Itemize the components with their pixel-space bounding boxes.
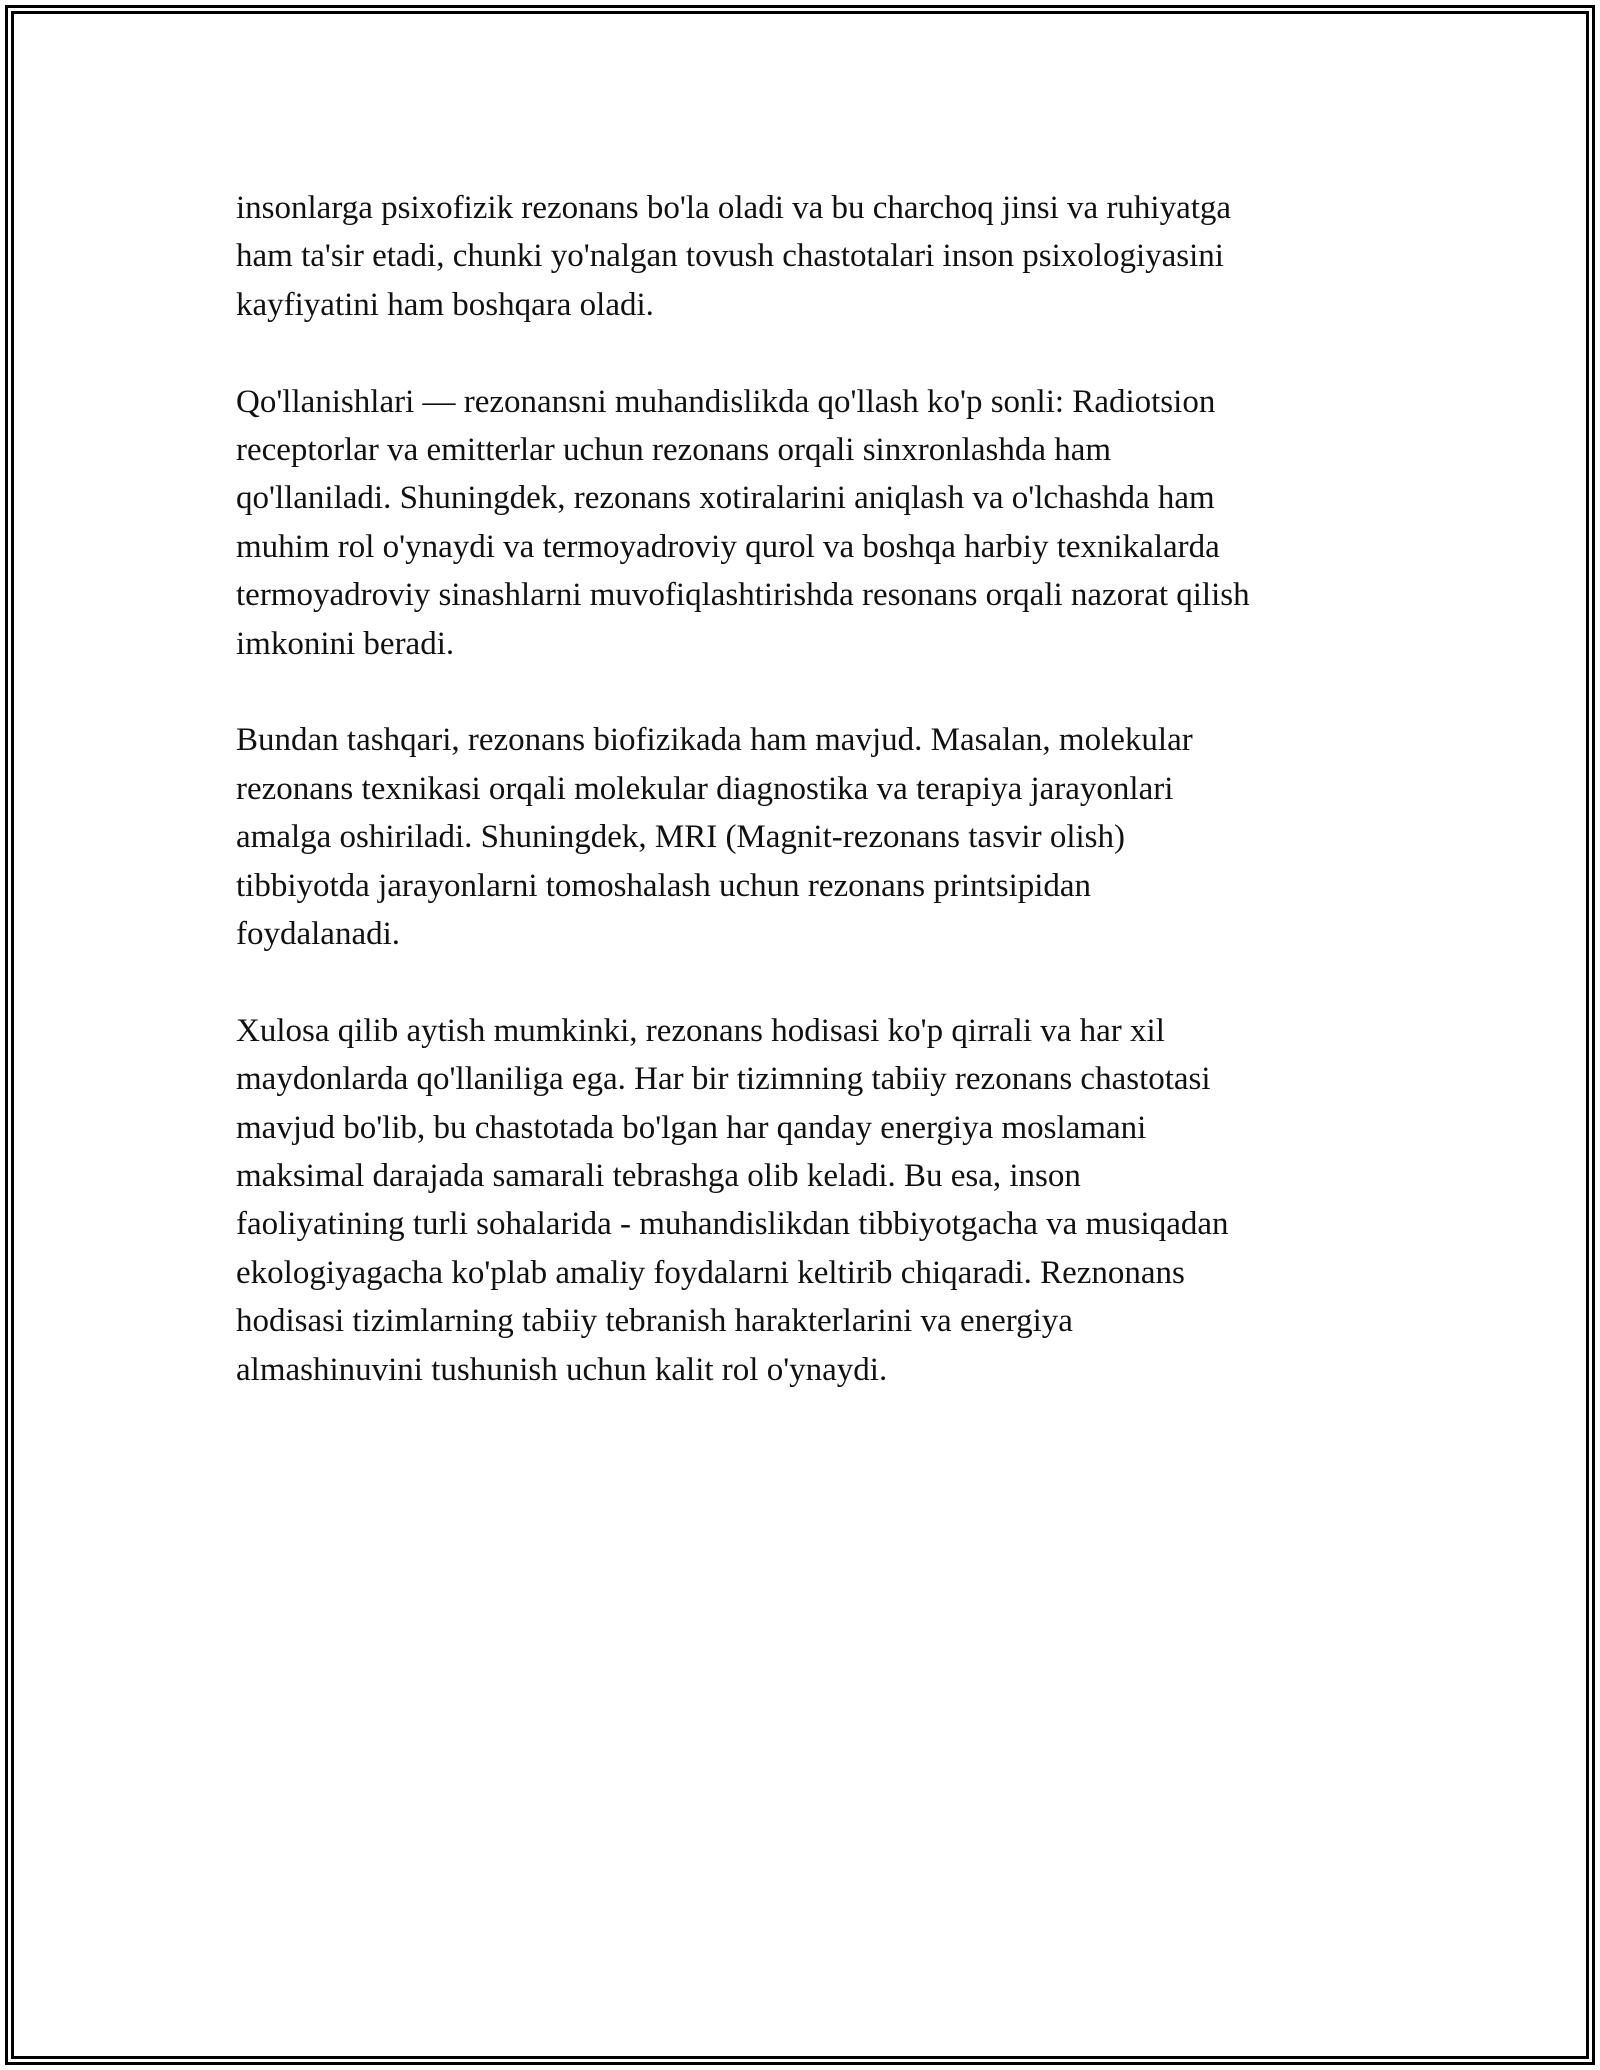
document-body bbox=[236, 184, 1376, 1443]
paragraph-applications: Qo'llanishlari — rezonansni muhandislikda qo'llash ko'p sonli: Radiotsion receptorlar va emitterlar uchun rezonans orqali sinxronlashda ham qo'llaniladi. Shuningdek, rezonans xotiralarini aniqlash va o'lchashda ham muhim rol o'ynaydi va termoyadroviy qurol va boshqa harbiy texnikalarda termoyadroviy sinashlarni muvofiqlashtirishda resonans orqali nazorat qilish imkonini beradi. bbox=[236, 383, 1250, 662]
paragraph-psychophysical-resonance: insonlarga psixofizik rezonans bo'la oladi va bu charchoq jinsi va ruhiyatga ham ta'sir etadi, chunki yo'nalgan tovush chastotalari inson psixologiyasini kayfiyatini ham boshqara oladi. bbox=[236, 190, 1232, 323]
paragraph-conclusion: Xulosa qilib aytish mumkinki, rezonans hodisasi ko'p qirrali va har xil maydonlarda qo'llaniliga ega. Har bir tizimning tabiiy rezonans chastotasi mavjud bo'lib, bu chastotada bo'lgan har qanday energiya moslamani maksimal darajada samarali tebrashga olib keladi. Bu esa, inson faoliyatining turli sohalarida - muhandislikdan tibbiyotgacha va musiqadan ekologiyagacha ko'plab amaliy foydalarni keltirib chiqaradi. Reznonans hodisasi tizimlarning tabiiy tebranish harakterlarini va energiya almashinuvini tushunish uchun kalit rol o'ynaydi. bbox=[236, 1012, 1229, 1388]
paragraph-biophysics: Bundan tashqari, rezonans biofizikada ham mavjud. Masalan, molekular rezonans texnikasi orqali molekular diagnostika va terapiya jarayonlari amalga oshiriladi. Shuningdek, MRI (Magnit-rezonans tasvir olish) tibbiyotda jarayonlarni tomoshalash uchun rezonans printsipidan foydalanadi. bbox=[236, 722, 1193, 953]
